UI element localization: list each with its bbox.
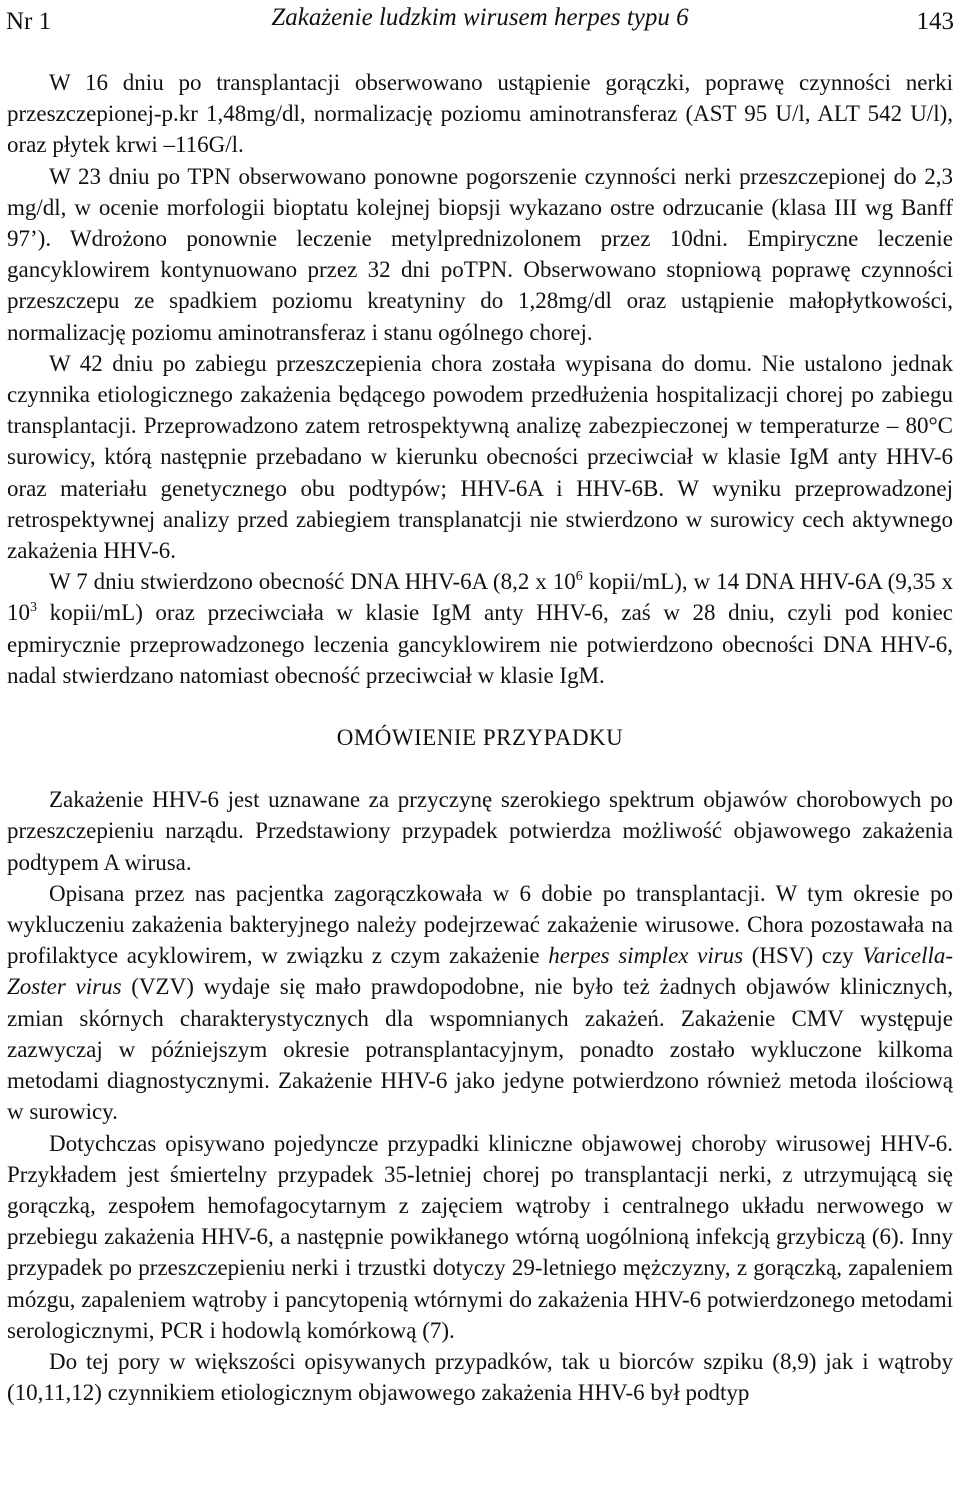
article-body [7, 67, 953, 1408]
issue-number: Nr 1 [6, 8, 52, 35]
case-p4-text-a: W 7 dniu stwierdzono obecność DNA HHV-6A (8,2 x 10 [49, 569, 576, 595]
case-paragraph-4 [7, 566, 953, 691]
vzv-italic-term: Varicella-Zoster virus [7, 943, 954, 1000]
exponent-3: 3 [30, 600, 37, 616]
discussion-paragraph-4: Do tej pory w większości opisywanych przypadków, tak u biorców szpiku (8,9) jak i wątroby (10,11,12) czynnikiem etiologicznym objawowego zakażenia HHV-6 był podtyp [7, 1348, 953, 1406]
discussion-paragraph-2 [7, 878, 953, 1128]
hsv-italic-term: herpes simplex virus [548, 943, 744, 969]
disc-p2-text-b: (HSV) czy [743, 943, 863, 969]
disc-p2-text-c: (VZV) wydaje się mało prawdopodobne, nie było też żadnych objawów klinicznych, zmian skórnych charakterystycznych dla wspomnianych zakażeń. Zakażenie CMV występuje zazwyczaj w późniejszym okresie potransplantacyjnym, ponadto zostało wykluczone kilkoma metodami diagnostycznymi. Zakażenie HHV-6 jako jedyne potwierdzono również metoda ilościową w surowicy. [7, 974, 954, 1125]
discussion-paragraph-1: Zakażenie HHV-6 jest uznawane za przyczynę szerokiego spektrum objawów chorobowych po przeszczepieniu narządu. Przedstawiony przypadek potwierdza możliwość objawowego zakażenia podtypem A wirusa. [7, 787, 953, 875]
case-p4-text-b: kopii/mL), w 14 DNA HHV-6A (9,35 x 10 [7, 569, 953, 626]
case-paragraph-1: W 16 dniu po transplantacji obserwowano ustąpienie gorączki, poprawę czynności nerki przeszczepionej-p.kr 1,48mg/dl, normalizację poziomu aminotransferaz (AST 95 U/l, ALT 542 U/l), oraz płytek krwi –116G/l. [7, 70, 953, 158]
case-paragraph-2: W 23 dniu po TPN obserwowano ponowne pogorszenie czynności nerki przeszczepionej do 2,3 mg/dl, w ocenie morfologii bioptatu kolejnej biopsji wykazano ostre odrzucanie (klasa III wg Banff 97’). Wdrożono ponownie leczenie metylprednizolonem przez 10dni. Empiryczne leczenie gancyklowirem kontynuowano przez 32 dni poTPN. Obserwowano stopniową poprawę czynności przeszczepu ze spadkiem poziomu kreatyniny do 1,28mg/dl oraz ustąpienie małopłytkowości, normalizację poziomu aminotransferaz i stanu ogólnego chorej. [7, 163, 953, 345]
discussion-paragraph-3: Dotychczas opisywano pojedyncze przypadki kliniczne objawowej choroby wirusowej HHV-6. Przykładem jest śmiertelny przypadek 35-letniej chorej po transplantacji nerki, z utrzymującą się gorączką, zespołem hemofagocytarnym z zajęciem wątroby i centralnego układu nerwowego w przebiegu zakażenia HHV-6, a następnie powikłanego wtórną uogólnioną infekcją grzybiczą (6). Inny przypadek po przeszczepieniu nerki i trzustki dotyczy 29-letniego mężczyzny, z gorączką, zapaleniem mózgu, zapaleniem wątroby i pancytopenią wtórnymi do zakażenia HHV-6 potwierdzonego metodami serologicznymi, PCR i hodowlą komórkową (7). [7, 1130, 953, 1343]
page-number: 143 [916, 8, 954, 35]
section-heading: OMÓWIENIE PRZYPADKU [336, 725, 624, 751]
exponent-6: 6 [575, 569, 583, 585]
case-p4-text-c: kopii/mL) oraz przeciwciała w klasie IgM anty HHV-6, zaś w 28 dniu, czyli pod koniec epmirycznie przeprowadzonego leczenia gancyklowirem nie potwierdzono obecności DNA HHV-6, nadal stwierdzano natomiast obecność przeciwciał w klasie IgM. [7, 600, 953, 688]
disc-p2-text-a: Opisana przez nas pacjentka zagorączkowała w 6 dobie po transplantacji. W tym okresie po wykluczeniu zakażenia bakteryjnego należy podejrzewać zakażenie wirusowe. Chora pozostawała na profilaktyce acyklowirem, w związku z czym zakażenie [7, 880, 953, 969]
case-paragraph-3: W 42 dniu po zabiegu przeszczepienia chora została wypisana do domu. Nie ustalono jednak czynnika etiologicznego zakażenia będącego powodem przedłużenia hospitalizacji chorej po zabiegu transplantacji. Przeprowadzono zatem retrospektywną analizę zabezpieczonej w temperaturze – 80°C surowicy, którą następnie przebadano w kierunku obecności przeciwciał w klasie IgM anty HHV-6 oraz materiału genetycznego obu podtypów; HHV-6A i HHV-6B. W wyniku przeprowadzonej retrospektywnej analizy przed zabiegiem transplanatcji nie stwierdzono w surowicy cech aktywnego zakażenia HHV-6. [7, 350, 953, 564]
running-header [6, 2, 954, 42]
running-title: Zakażenie ludzkim wirusem herpes typu 6 [271, 4, 689, 31]
